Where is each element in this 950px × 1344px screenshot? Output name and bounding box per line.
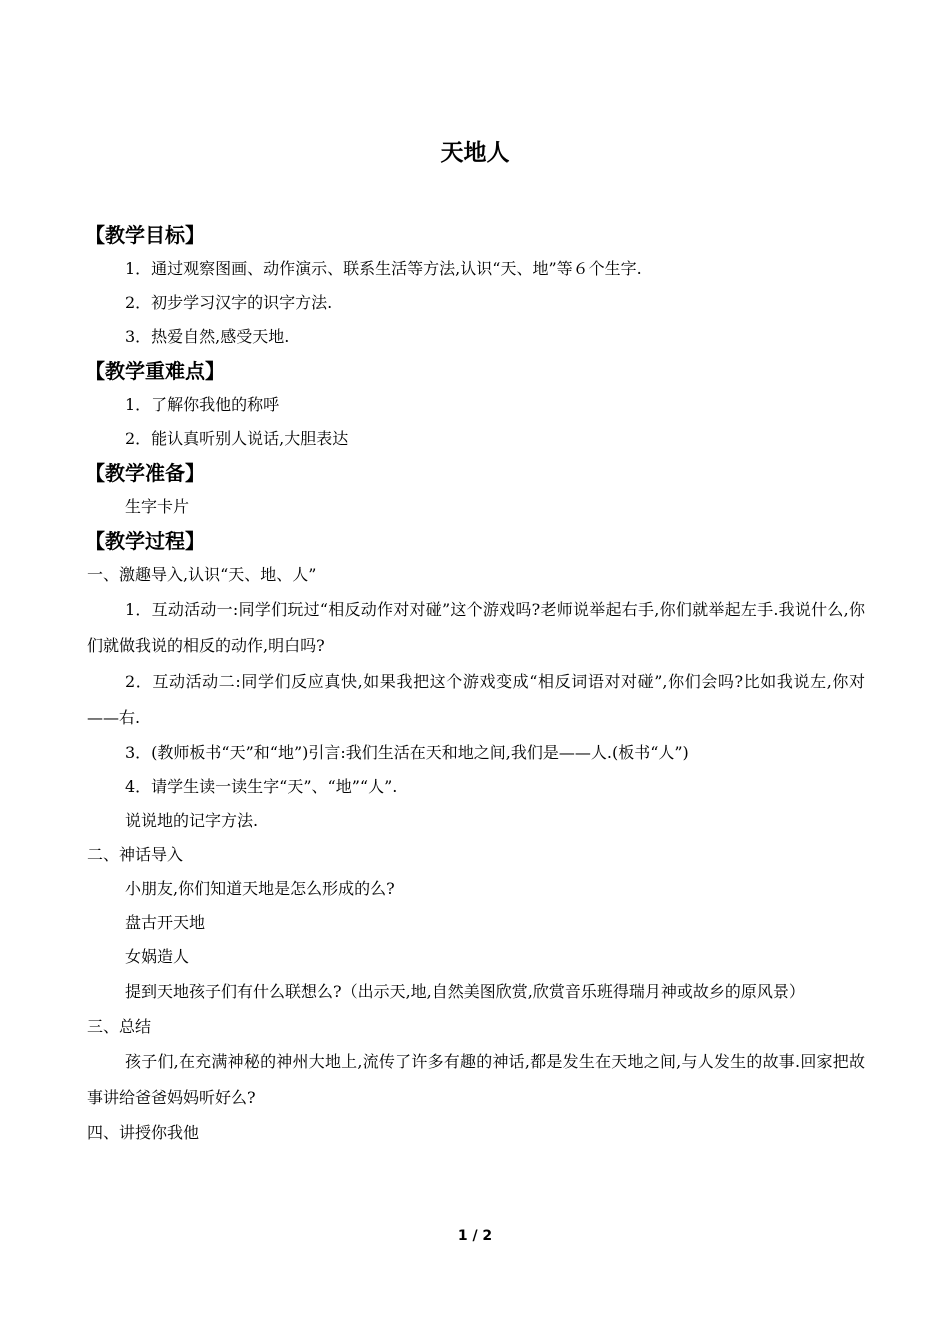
step-paragraph: 女娲造人	[125, 947, 190, 966]
document-body	[87, 218, 865, 1150]
preparation-item: 生字卡片	[125, 497, 190, 516]
section-heading-key-points: 【教学重难点】	[85, 359, 225, 383]
section-heading-preparation: 【教学准备】	[85, 461, 205, 485]
key-point-item: 2．能认真听别人说话,大胆表达	[125, 429, 349, 448]
section-heading-process: 【教学过程】	[85, 529, 205, 553]
step-paragraph: 孩子们,在充满神秘的神州大地上,流传了许多有趣的神话,都是发生在天地之间,与人发生的故事.回家把故事讲给爸爸妈妈听好么?	[87, 1052, 865, 1107]
step-paragraph: 4．请学生读一读生字“天”、“地”“人”.	[125, 777, 398, 796]
step-paragraph: 2．互动活动二:同学们反应真快,如果我把这个游戏变成“相反词语对对碰”,你们会吗?比如我说左,你对——右.	[87, 672, 865, 727]
page-number: 1 / 2	[457, 1228, 493, 1244]
step-paragraph: 说说地的记字方法.	[125, 811, 259, 830]
step-label: 四、讲授你我他	[87, 1123, 200, 1142]
step-label: 一、激趣导入,认识“天、地、人”	[87, 565, 317, 584]
key-point-item: 1．了解你我他的称呼	[125, 395, 280, 414]
document-title: 天地人	[440, 140, 510, 166]
step-paragraph: 1．互动活动一:同学们玩过“相反动作对对碰”这个游戏吗?老师说举起右手,你们就举起左手.我说什么,你们就做我说的相反的动作,明白吗?	[87, 600, 865, 655]
step-paragraph: 3．(教师板书“天”和“地”)引言:我们生活在天和地之间,我们是——人.(板书“人”)	[125, 743, 689, 762]
step-paragraph: 提到天地孩子们有什么联想么?（出示天,地,自然美图欣赏,欣赏音乐班得瑞月神或故乡的原风景）	[125, 982, 805, 1001]
section-heading-objectives: 【教学目标】	[85, 223, 205, 247]
objective-item: 1．通过观察图画、动作演示、联系生活等方法,认识“天、地”等６个生字.	[125, 259, 642, 278]
objective-item: 2．初步学习汉字的识字方法.	[125, 293, 333, 312]
step-label: 二、神话导入	[87, 845, 184, 864]
step-paragraph: 小朋友,你们知道天地是怎么形成的么?	[125, 879, 395, 898]
step-label: 三、总结	[87, 1017, 152, 1036]
objective-item: 3．热爱自然,感受天地.	[125, 327, 290, 346]
step-paragraph: 盘古开天地	[125, 913, 206, 932]
